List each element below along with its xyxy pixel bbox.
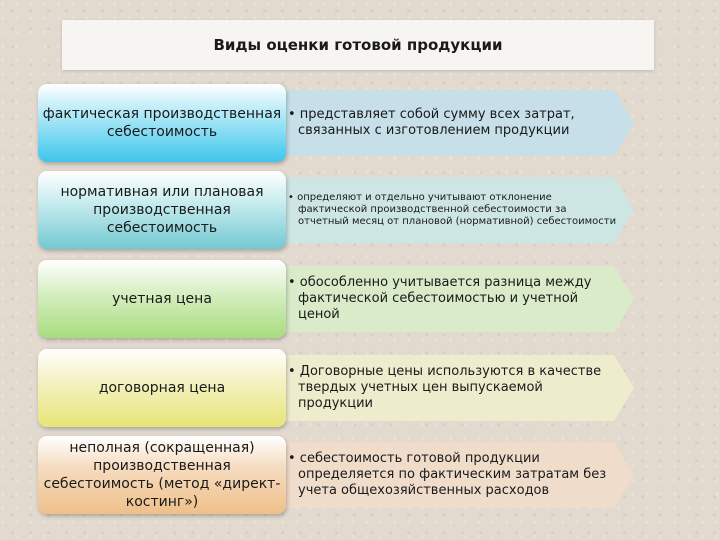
row-accounting-price — [0, 260, 720, 340]
description-content: • определяют и отдельно учитывают отклонение фактической производственной себестоимости за отчетный месяц от плановой (нормативной) себестоимости — [288, 192, 617, 227]
description-text — [284, 266, 620, 332]
description-content: • себестоимость готовой продукции определяется по фактическим затратам без учета общехозяйственных расходов — [288, 451, 607, 498]
description-text — [284, 90, 620, 156]
row-partial-cost — [0, 436, 720, 516]
description-content: • обособленно учитывается разница между фактической себестоимостью и учетной ценой — [288, 275, 592, 322]
description-content: • Договорные цены используются в качестве твердых учетных цен выпускаемой продукции — [288, 364, 602, 411]
row-normative-cost — [0, 171, 720, 251]
description-text — [284, 355, 620, 421]
description-content: • представляет собой сумму всех затрат, связанных с изготовлением продукции — [288, 107, 575, 138]
row-actual-cost — [0, 84, 720, 164]
diagram-title: Виды оценки готовой продукции — [62, 20, 654, 70]
label-box: договорная цена — [38, 349, 286, 427]
label-box: фактическая производственная себестоимость — [38, 84, 286, 162]
label-box: нормативная или плановая производственная себестоимость — [38, 171, 286, 249]
description-text — [284, 442, 620, 508]
label-box: учетная цена — [38, 260, 286, 338]
label-box: неполная (сокращенная) производственная себестоимость (метод «директ-костинг») — [38, 436, 286, 514]
description-text — [284, 177, 620, 243]
row-contract-price — [0, 349, 720, 429]
